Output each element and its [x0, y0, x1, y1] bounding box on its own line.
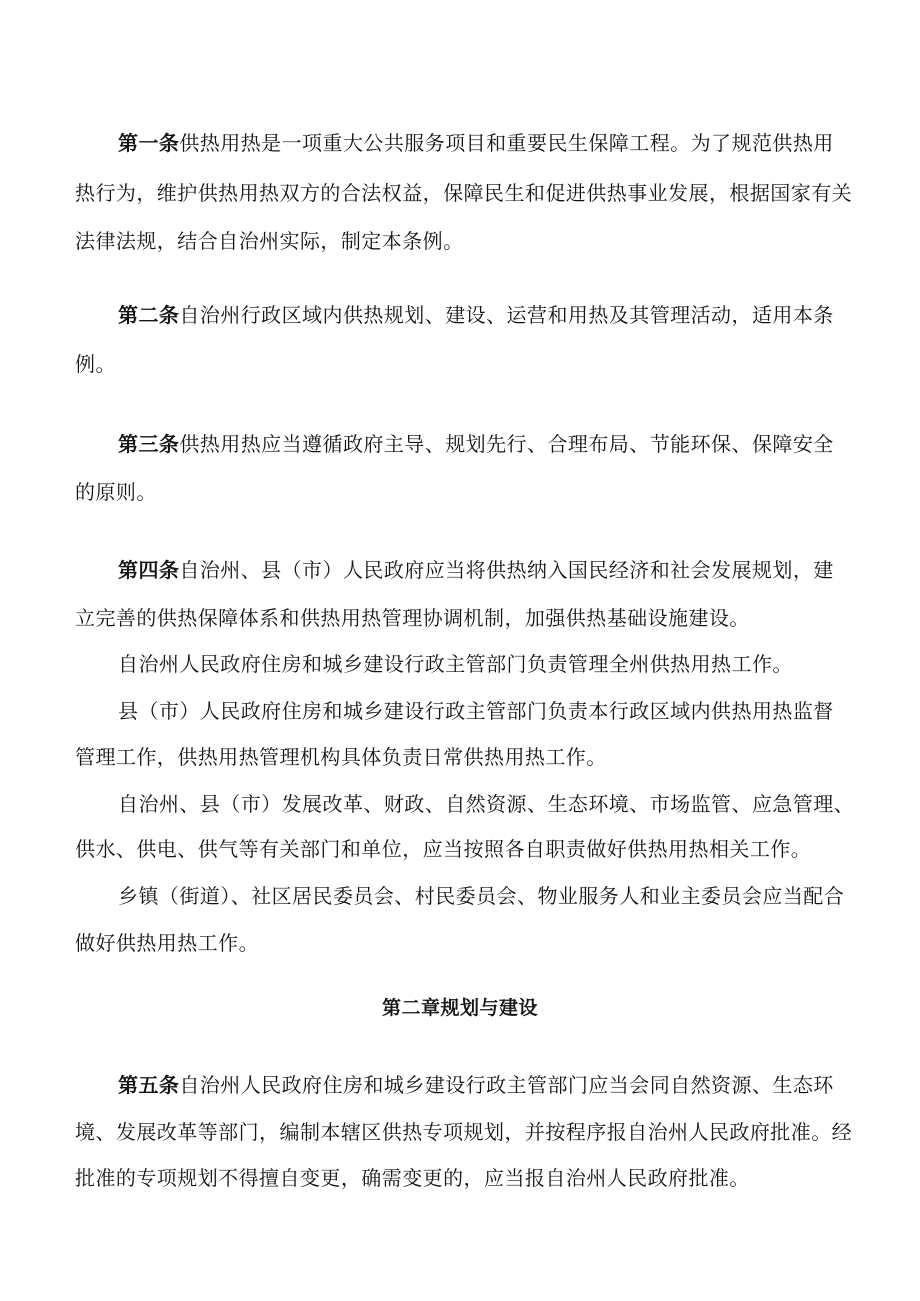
article-1-heading: 第一条: [118, 131, 180, 155]
article-3-line-2: 的原则。: [75, 480, 157, 504]
article-1-line-2: 热行为，维护供热用热双方的合法权益，保障民生和促进供热事业发展，根据国家有关: [75, 181, 853, 205]
article-3-heading: 第三条: [118, 432, 180, 456]
article-2-line-2: 例。: [75, 352, 116, 376]
article-4-text-1: 自治州、县（市）人民政府应当将供热纳入国民经济和社会发展规划，建: [179, 558, 834, 582]
article-2-text-1: 自治州行政区域内供热规划、建设、运营和用热及其管理活动，适用本条: [179, 303, 834, 327]
article-1-line-1: [118, 128, 834, 158]
article-4-paragraph-5-line-2: 做好供热用热工作。: [75, 931, 260, 955]
article-5-line-3: 批准的专项规划不得擅自变更，确需变更的，应当报自治州人民政府批准。: [75, 1166, 750, 1190]
article-4-paragraph-3-line-1: 县（市）人民政府住房和城乡建设行政主管部门负责本行政区域内供热用热监督: [118, 699, 834, 723]
article-2-heading: 第二条: [118, 303, 180, 327]
article-2-line-1: [118, 300, 834, 330]
article-4-paragraph-3-line-2: 管理工作，供热用热管理机构具体负责日常供热用热工作。: [75, 745, 607, 769]
article-4-heading: 第四条: [118, 558, 180, 582]
article-4-paragraph-2: 自治州人民政府住房和城乡建设行政主管部门负责管理全州供热用热工作。: [118, 652, 793, 676]
article-5-text-1: 自治州人民政府住房和城乡建设行政主管部门应当会同自然资源、生态环: [179, 1073, 834, 1097]
article-4-paragraph-5-line-1: 乡镇（街道）、社区居民委员会、村民委员会、物业服务人和业主委员会应当配合: [118, 884, 845, 908]
article-4-line-1: [118, 555, 834, 585]
chapter-title: 第二章规划与建设: [381, 997, 538, 1019]
article-1-line-3: 法律法规，结合自治州实际，制定本条例。: [75, 229, 464, 253]
article-5-line-2: 境、发展改革等部门，编制本辖区供热专项规划，并按程序报自治州人民政府批准。经: [75, 1120, 853, 1144]
article-4-line-2: 立完善的供热保障体系和供热用热管理协调机制，加强供热基础设施建设。: [75, 606, 750, 630]
article-5-line-1: [118, 1070, 834, 1100]
article-1-text-1: 供热用热是一项重大公共服务项目和重要民生保障工程。为了规范供热用: [179, 131, 834, 155]
article-4-paragraph-4-line-1: 自治州、县（市）发展改革、财政、自然资源、生态环境、市场监管、应急管理、: [118, 792, 855, 816]
article-3-text-1: 供热用热应当遵循政府主导、规划先行、合理布局、节能环保、保障安全: [179, 432, 834, 456]
article-4-paragraph-4-line-2: 供水、供电、供气等有关部门和单位，应当按照各自职责做好供热用热相关工作。: [75, 837, 812, 861]
article-5-heading: 第五条: [118, 1073, 180, 1097]
article-3-line-1: [118, 429, 834, 459]
